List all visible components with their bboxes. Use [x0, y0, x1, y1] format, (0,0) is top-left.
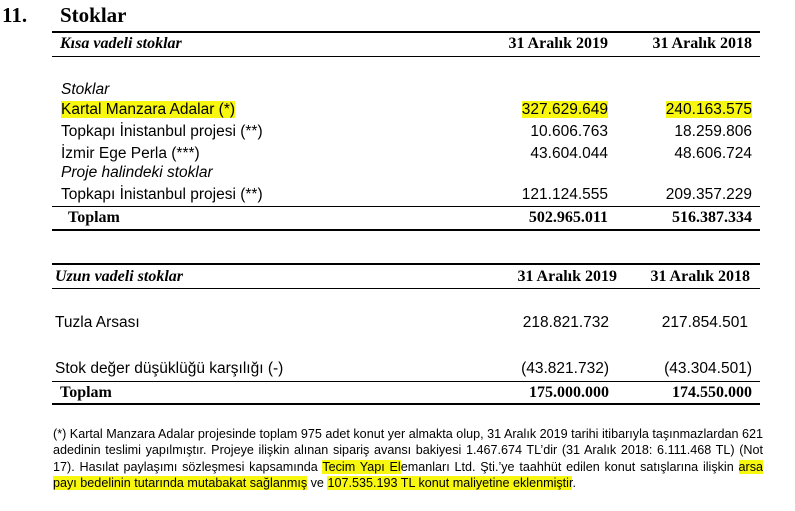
footnote: (*) Kartal Manzara Adalar projesinde toplam 975 adet konut yer almakta olup, 31 Aralık 2019 tarihi itibarıyla taşınmazlardan 621 adedinin teslimi yapılmıştır. Projeye ilişkin alınan sipariş avansı bakiyesi 1.467.674 TL’dir (31 Aralık 2018: 6.111.468 TL) (Not 17). Hasılat paylaşımı sözleşmesi kapsamında Tecim Yapı Elemanları Ltd. Şti.’ye taahhüt edilen konut satışlarına ilişkin arsa payı bedelinin tutarında mutabakat sağlanmış ve 107.535.193 TL konut maliyetine eklenmiştir.	[53, 427, 764, 491]
long-term-col-2018: 31 Aralık 2018	[650, 268, 750, 285]
total-2019: 175.000.000	[529, 384, 609, 401]
table-row-label: Stok değer düşüklüğü karşılığı (-)	[55, 360, 284, 377]
table-cell-2018: 240.163.575	[665, 101, 752, 118]
table-cell-2019: (43.821.732)	[521, 360, 609, 377]
long-term-total-top-rule	[52, 381, 760, 382]
table-cell-2018: 18.259.806	[674, 123, 752, 140]
table-cell-2018: 217.854.501	[661, 314, 748, 331]
long-term-header-rule	[52, 288, 760, 289]
short-term-col-2018: 31 Aralık 2018	[652, 35, 752, 52]
group-label-proje: Proje halindeki stoklar	[61, 164, 213, 181]
total-2018: 174.550.000	[672, 384, 752, 401]
table-row-label: Topkapı İnistanbul projesi (**)	[61, 186, 263, 203]
table-cell-2018: 209.357.229	[665, 186, 752, 203]
table-row-label: Tuzla Arsası	[55, 314, 140, 331]
group-label-stoklar: Stoklar	[61, 81, 110, 98]
section-title: Stoklar	[60, 3, 127, 27]
long-term-total-bottom-rule	[52, 403, 760, 405]
long-term-col-2019: 31 Aralık 2019	[517, 268, 617, 285]
total-label: Toplam	[60, 384, 112, 401]
total-bottom-rule	[52, 229, 760, 231]
table-cell-2019: 218.821.732	[522, 314, 609, 331]
table-cell-2018: 48.606.724	[674, 145, 752, 162]
section-number: 11.	[2, 3, 28, 27]
total-top-rule	[52, 206, 760, 207]
table-cell-2019: 10.606.763	[530, 123, 608, 140]
total-2018: 516.387.334	[672, 209, 752, 226]
table-cell-2019: 327.629.649	[521, 101, 608, 118]
header-rule	[52, 56, 760, 57]
table-row-label: Kartal Manzara Adalar (*)	[61, 101, 236, 118]
top-rule	[52, 31, 760, 33]
total-label: Toplam	[68, 209, 120, 226]
table-cell-2018: (43.304.501)	[664, 360, 752, 377]
long-term-header-label: Uzun vadeli stoklar	[55, 268, 184, 285]
table-cell-2019: 43.604.044	[530, 145, 608, 162]
table-cell-2019: 121.124.555	[521, 186, 608, 203]
total-2019: 502.965.011	[528, 209, 608, 226]
short-term-header-label: Kısa vadeli stoklar	[60, 35, 182, 52]
table-row-label: İzmir Ege Perla (***)	[61, 145, 200, 162]
table-row-label: Topkapı İnistanbul projesi (**)	[61, 123, 263, 140]
long-term-top-rule	[52, 263, 760, 265]
short-term-col-2019: 31 Aralık 2019	[508, 35, 608, 52]
